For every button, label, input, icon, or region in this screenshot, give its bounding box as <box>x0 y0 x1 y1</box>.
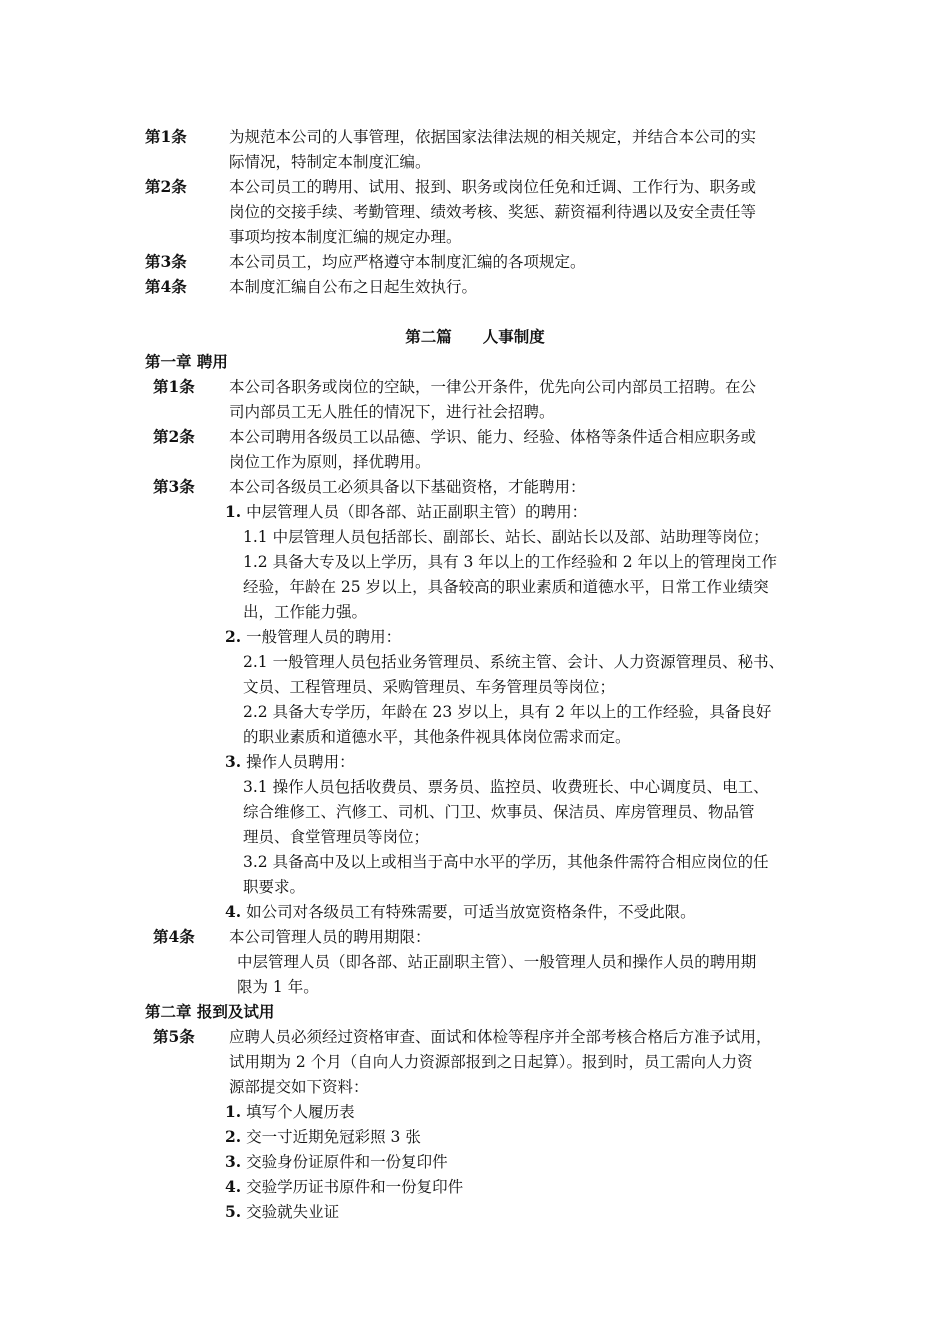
sub-item-text: 经验，年龄在 25 岁以上，具备较高的职业素质和道德水平，日常工作业绩突 <box>243 578 769 596</box>
article-text: 岗位的交接手续、考勤管理、绩效考核、奖惩、薪资福利待遇以及安全责任等 <box>229 203 757 221</box>
article-text: 本公司员工的聘用、试用、报到、职务或岗位任免和迁调、工作行为、职务或 <box>229 178 757 196</box>
list-number: 1. <box>225 1102 242 1121</box>
list-number: 2. <box>225 627 242 646</box>
list-item <box>225 500 587 524</box>
list-number: 3. <box>225 1152 242 1171</box>
article-text: 源部提交如下资料： <box>229 1078 369 1096</box>
sub-item-text: 3.1 操作人员包括收费员、票务员、监控员、收费班长、中心调度员、电工、 <box>243 778 769 796</box>
article-label: 第4条 <box>153 927 195 946</box>
list-text: 交一寸近期免冠彩照 3 张 <box>246 1128 421 1146</box>
list-text: 操作人员聘用： <box>246 753 355 771</box>
list-text: 交验身份证原件和一份复印件 <box>246 1153 448 1171</box>
list-number: 4. <box>225 1177 242 1196</box>
list-item <box>225 1175 463 1199</box>
sub-item-text: 出，工作能力强。 <box>243 603 368 621</box>
sub-item-text: 2.1 一般管理人员包括业务管理员、系统主管、会计、人力资源管理员、秘书、 <box>243 653 785 671</box>
article-text: 本公司员工，均应严格遵守本制度汇编的各项规定。 <box>229 253 586 271</box>
sub-item-text: 综合维修工、汽修工、司机、门卫、炊事员、保洁员、库房管理员、物品管 <box>243 803 755 821</box>
chapter-title: 第二章 报到及试用 <box>145 1002 275 1021</box>
article-text: 际情况，特制定本制度汇编。 <box>229 153 431 171</box>
article-text: 应聘人员必须经过资格审查、面试和体检等程序并全部考核合格后方准予试用， <box>229 1028 772 1046</box>
list-item <box>225 625 401 649</box>
sub-item-text: 1.1 中层管理人员包括部长、副部长、站长、副站长以及部、站助理等岗位； <box>243 528 769 546</box>
article-label: 第4条 <box>145 277 187 296</box>
article-label: 第1条 <box>153 377 195 396</box>
sub-item-text: 3.2 具备高中及以上或相当于高中水平的学历，其他条件需符合相应岗位的任 <box>243 853 769 871</box>
article-label: 第3条 <box>145 252 187 271</box>
list-item <box>225 1100 355 1124</box>
chapter-title: 第一章 聘用 <box>145 352 228 371</box>
list-number: 2. <box>225 1127 242 1146</box>
article-label: 第1条 <box>145 127 187 146</box>
article-text: 岗位工作为原则，择优聘用。 <box>229 453 431 471</box>
sub-item-text: 2.2 具备大专学历，年龄在 23 岁以上，具有 2 年以上的工作经验，具备良好 <box>243 703 772 721</box>
sub-item-text: 1.2 具备大专及以上学历，具有 3 年以上的工作经验和 2 年以上的管理岗工作 <box>243 553 778 571</box>
sub-item-text: 职要求。 <box>243 878 306 896</box>
list-number: 3. <box>225 752 242 771</box>
article-label: 第2条 <box>153 427 195 446</box>
list-number: 4. <box>225 902 242 921</box>
list-item <box>225 1150 448 1174</box>
part-title: 第二篇 人事制度 <box>405 327 545 346</box>
article-text: 中层管理人员（即各部、站正副职主管）、一般管理人员和操作人员的聘用期 <box>237 953 757 971</box>
article-label: 第5条 <box>153 1027 195 1046</box>
article-text: 本公司管理人员的聘用期限： <box>229 928 431 946</box>
list-item <box>225 900 696 924</box>
list-text: 交验就失业证 <box>246 1203 340 1221</box>
list-number: 5. <box>225 1202 242 1221</box>
list-text: 一般管理人员的聘用： <box>246 628 402 646</box>
list-number: 1. <box>225 502 242 521</box>
article-text: 试用期为 2 个月（自向人力资源部报到之日起算）。报到时，员工需向人力资 <box>229 1053 753 1071</box>
list-text: 交验学历证书原件和一份复印件 <box>246 1178 464 1196</box>
article-label: 第3条 <box>153 477 195 496</box>
list-item <box>225 1200 339 1224</box>
article-text: 事项均按本制度汇编的规定办理。 <box>229 228 462 246</box>
article-text: 司内部员工无人胜任的情况下，进行社会招聘。 <box>229 403 555 421</box>
article-text: 本公司各职务或岗位的空缺，一律公开条件，优先向公司内部员工招聘。在公 <box>229 378 757 396</box>
sub-item-text: 文员、工程管理员、采购管理员、车务管理员等岗位； <box>243 678 616 696</box>
article-text: 本公司聘用各级员工以品德、学识、能力、经验、体格等条件适合相应职务或 <box>229 428 757 446</box>
article-text: 为规范本公司的人事管理，依据国家法律法规的相关规定，并结合本公司的实 <box>229 128 757 146</box>
article-text: 本制度汇编自公布之日起生效执行。 <box>229 278 478 296</box>
list-text: 填写个人履历表 <box>246 1103 355 1121</box>
article-text: 本公司各级员工必须具备以下基础资格，才能聘用： <box>229 478 586 496</box>
sub-item-text: 理员、食堂管理员等岗位； <box>243 828 430 846</box>
list-text: 中层管理人员（即各部、站正副职主管）的聘用： <box>246 503 588 521</box>
article-label: 第2条 <box>145 177 187 196</box>
list-text: 如公司对各级员工有特殊需要，可适当放宽资格条件，不受此限。 <box>246 903 696 921</box>
sub-item-text: 的职业素质和道德水平，其他条件视具体岗位需求而定。 <box>243 728 631 746</box>
article-text: 限为 1 年。 <box>237 978 319 996</box>
list-item <box>225 1125 421 1149</box>
list-item <box>225 750 355 774</box>
